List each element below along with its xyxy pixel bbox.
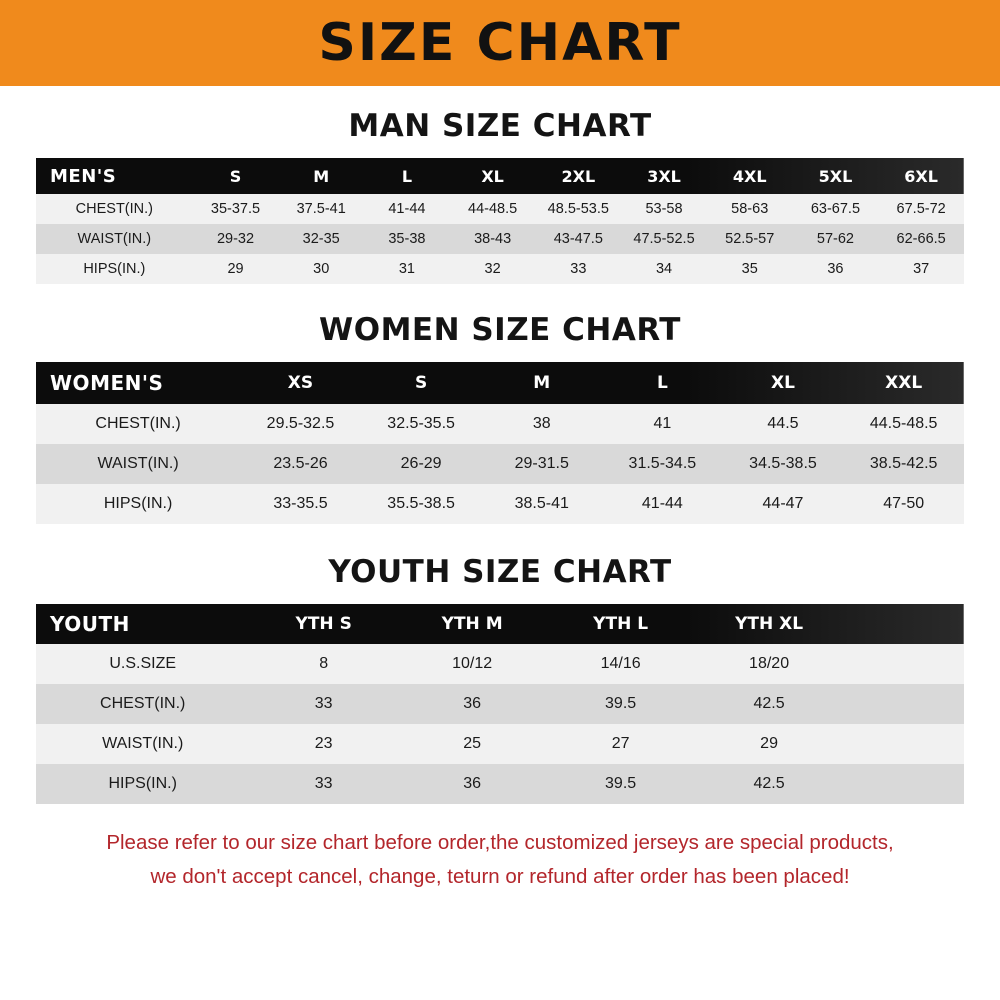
- cell: 41-44: [641, 495, 683, 512]
- column-header: YTH XL: [735, 614, 804, 634]
- cell: 35-38: [388, 231, 426, 247]
- row-label: CHEST(IN.): [75, 201, 153, 217]
- column-header: XXL: [885, 373, 923, 393]
- table-row: [36, 484, 964, 524]
- cell-spacer: [843, 684, 964, 724]
- table-row: [36, 404, 964, 444]
- cell: 23: [314, 735, 333, 752]
- cell: 33: [314, 775, 333, 792]
- cell: 23.5-26: [273, 455, 328, 472]
- table-header-row: [36, 362, 964, 404]
- cell: 38.5-41: [514, 495, 569, 512]
- cell: 39.5: [605, 775, 637, 792]
- cell: 37.5-41: [296, 201, 346, 217]
- cell: 31: [398, 261, 415, 277]
- cell: 43-47.5: [553, 231, 603, 247]
- column-header: MEN'S: [50, 165, 117, 187]
- row-label: HIPS(IN.): [83, 261, 146, 277]
- table-row: [36, 224, 964, 254]
- row-label: U.S.SIZE: [109, 655, 177, 672]
- table-row: [36, 644, 964, 684]
- footer-note-line-1: Please refer to our size chart before order,the customized jerseys are special products,: [106, 831, 894, 854]
- cell: 48.5-53.5: [547, 201, 609, 217]
- cell: 39.5: [605, 695, 637, 712]
- cell: 33: [314, 695, 333, 712]
- footer-note: [0, 826, 1000, 894]
- column-header: 5XL: [818, 166, 853, 186]
- table-row: [36, 444, 964, 484]
- cell: 29-31.5: [514, 455, 569, 472]
- cell: 38: [532, 415, 551, 432]
- cell-spacer: [843, 644, 964, 684]
- column-header: M: [533, 373, 551, 393]
- cell: 36: [827, 261, 844, 277]
- cell: 35-37.5: [210, 201, 261, 217]
- cell: 25: [463, 735, 482, 752]
- cell: 38-43: [474, 231, 512, 247]
- cell: 18/20: [749, 655, 790, 672]
- cell: 36: [463, 695, 482, 712]
- cell: 35: [741, 261, 758, 277]
- cell: 38.5-42.5: [869, 455, 938, 472]
- cell: 29: [760, 735, 778, 752]
- column-header: YOUTH: [50, 612, 130, 636]
- cell: 35.5-38.5: [387, 495, 455, 512]
- cell: 34.5-38.5: [749, 455, 817, 472]
- column-header: WOMEN'S: [50, 371, 164, 395]
- footer-note-line-2: we don't accept cancel, change, teturn or refund after order has been placed!: [150, 865, 850, 888]
- cell: 44.5-48.5: [869, 415, 938, 432]
- table-row: [36, 764, 964, 804]
- youth-size-table: [36, 604, 964, 804]
- cell: 8: [319, 655, 329, 672]
- column-header: XS: [287, 373, 314, 393]
- cell: 57-62: [816, 231, 854, 247]
- table-row: [36, 684, 964, 724]
- cell: 37: [913, 261, 930, 277]
- row-label: WAIST(IN.): [97, 455, 179, 472]
- column-header: 2XL: [561, 166, 596, 186]
- man-table-wrap: [0, 158, 1000, 284]
- cell: 52.5-57: [725, 231, 775, 247]
- table-row: [36, 254, 964, 284]
- cell: 32: [484, 261, 501, 277]
- column-header: 3XL: [647, 166, 681, 186]
- row-label: CHEST(IN.): [95, 415, 181, 432]
- man-section-title: MAN SIZE CHART: [348, 108, 652, 144]
- page-banner: [0, 0, 1000, 86]
- cell: 31.5-34.5: [628, 455, 697, 472]
- cell: 44-48.5: [468, 201, 518, 217]
- cell: 41-44: [388, 201, 426, 217]
- cell-spacer: [843, 724, 964, 764]
- cell: 67.5-72: [896, 201, 946, 217]
- cell: 32.5-35.5: [387, 415, 455, 432]
- cell: 58-63: [731, 201, 769, 217]
- cell: 26-29: [400, 455, 442, 472]
- column-header: YTH M: [441, 614, 503, 634]
- cell: 29-32: [216, 231, 255, 247]
- cell: 30: [313, 261, 330, 277]
- cell: 42.5: [753, 695, 785, 712]
- women-section-title: WOMEN SIZE CHART: [319, 312, 681, 348]
- cell: 41: [653, 415, 672, 432]
- column-header-spacer: [843, 604, 964, 644]
- cell: 36: [463, 775, 482, 792]
- cell: 34: [655, 261, 673, 277]
- column-header: 4XL: [732, 166, 767, 186]
- cell: 47.5-52.5: [633, 231, 695, 247]
- row-label: WAIST(IN.): [77, 231, 152, 247]
- cell: 29.5-32.5: [266, 415, 335, 432]
- column-header: XL: [771, 373, 795, 393]
- table-header-row: [36, 604, 964, 644]
- cell: 62-66.5: [896, 231, 946, 247]
- column-header: YTH L: [593, 614, 649, 634]
- youth-table-wrap: [0, 604, 1000, 804]
- row-label: HIPS(IN.): [103, 495, 173, 512]
- column-header: YTH S: [295, 614, 352, 634]
- table-row: [36, 194, 964, 224]
- cell: 33: [570, 261, 587, 277]
- cell: 44-47: [762, 495, 804, 512]
- cell: 29: [227, 261, 244, 277]
- cell: 47-50: [883, 495, 925, 512]
- row-label: WAIST(IN.): [102, 735, 184, 752]
- page-title: SIZE CHART: [318, 13, 682, 73]
- column-header: XL: [481, 166, 504, 186]
- cell: 10/12: [452, 655, 493, 672]
- column-header: M: [313, 166, 330, 186]
- women-table-wrap: [0, 362, 1000, 524]
- column-header: 6XL: [904, 166, 938, 186]
- row-label: CHEST(IN.): [100, 695, 186, 712]
- cell: 33-35.5: [273, 495, 328, 512]
- row-label: HIPS(IN.): [108, 775, 177, 792]
- column-header: L: [656, 373, 668, 393]
- cell: 44.5: [767, 415, 799, 432]
- table-header-row: [36, 158, 964, 194]
- column-header: L: [401, 166, 413, 186]
- cell: 27: [611, 735, 630, 752]
- table-row: [36, 724, 964, 764]
- column-header: S: [229, 166, 242, 186]
- man-size-table: [36, 158, 964, 284]
- youth-section-title: YOUTH SIZE CHART: [328, 554, 672, 590]
- women-size-table: [36, 362, 964, 524]
- cell: 63-67.5: [810, 201, 861, 217]
- cell: 14/16: [600, 655, 641, 672]
- cell: 32-35: [302, 231, 340, 247]
- cell: 53-58: [645, 201, 683, 217]
- cell-spacer: [843, 764, 964, 804]
- cell: 42.5: [753, 775, 785, 792]
- column-header: S: [414, 373, 428, 393]
